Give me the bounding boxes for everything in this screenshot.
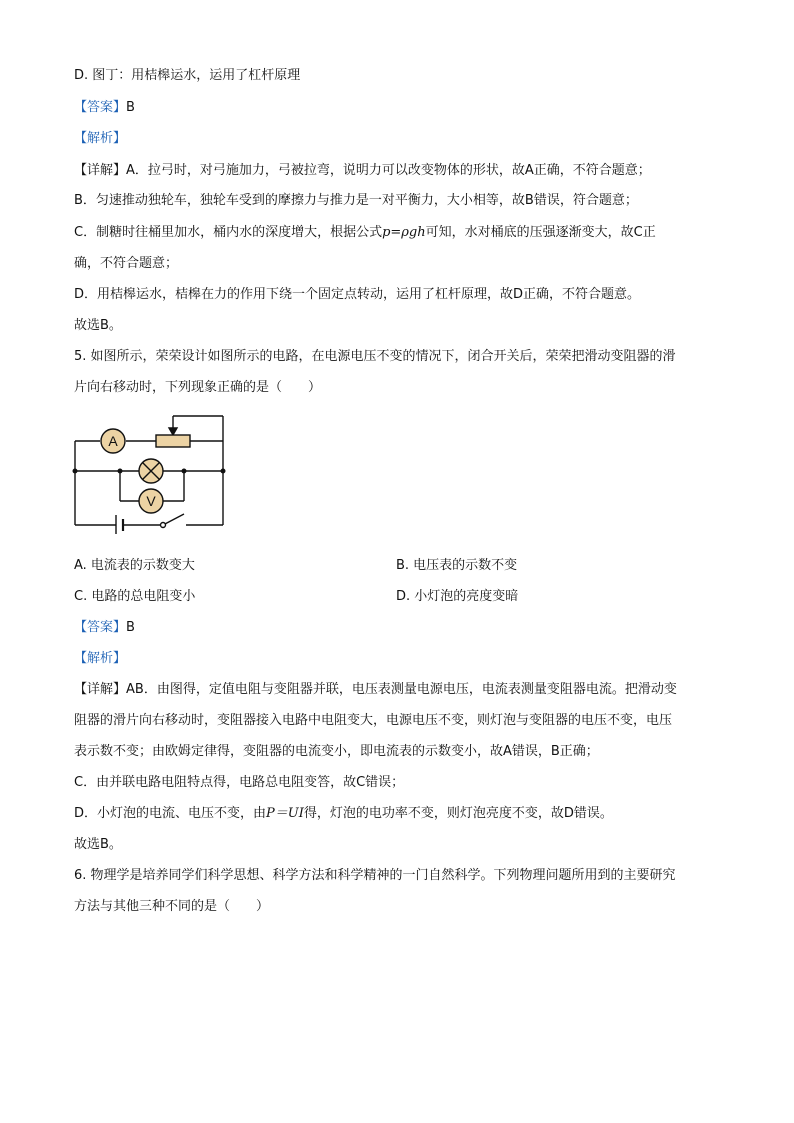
q5-conclusion: 故选B。 — [74, 837, 122, 852]
detail-c-post: 可知，水对桶底的压强逐渐变大，故C正 — [425, 225, 656, 240]
q5-detail-c: C．由并联电路电阻特点得，电路总电阻变答，故C错误； — [74, 775, 405, 790]
detail-a-text: A．拉弓时，对弓施加力，弓被拉弯，说明力可以改变物体的形状，故A正确，不符合题意； — [126, 163, 651, 178]
answer-tag: 【答案】 — [74, 620, 127, 635]
rheostat — [156, 435, 190, 447]
ammeter-label: A — [108, 433, 118, 449]
q5-option-a: A. 电流表的示数变大 — [74, 558, 195, 573]
detail-c-pre: C．制糖时往桶里加水，桶内水的深度增大，根据公式 — [74, 225, 383, 240]
q4-option-d: D. 图丁：用桔槔运水，运用了杠杆原理 — [74, 68, 301, 83]
junction-dot — [118, 469, 123, 474]
detail-d-pre: D．小灯泡的电流、电压不变，由 — [74, 806, 267, 821]
q5-stem-line1: 5. 如图所示，荣荣设计如图所示的电路，在电源电压不变的情况下，闭合开关后，荣荣把滑动变阻器的滑 — [74, 349, 676, 364]
detail-ab-text: AB．由图得，定值电阻与变阻器并联，电压表测量电源电压，电流表测量变阻器电流。把滑动变 — [126, 682, 677, 697]
power-formula: P＝UI — [266, 806, 304, 821]
q5-option-b: B. 电压表的示数不变 — [396, 558, 518, 573]
junction-dot — [221, 469, 226, 474]
q6-stem-line2: 方法与其他三种不同的是（ ） — [74, 899, 270, 914]
answer-tag: 【答案】 — [74, 100, 127, 115]
q4-detail-b: B．匀速推动独轮车，独轮车受到的摩擦力与推力是一对平衡力，大小相等，故B错误，符合题意； — [74, 193, 638, 208]
q4-analysis-tag: 【解析】 — [74, 131, 127, 146]
q5-detail-ab-line3: 表示数不变；由欧姆定律得，变阻器的电流变小，即电流表的示数变小，故A错误，B正确； — [74, 744, 599, 759]
circuit-diagram — [68, 408, 238, 534]
switch-contact — [161, 523, 166, 528]
q5-detail-ab-line1 — [74, 681, 677, 699]
junction-dot — [73, 469, 78, 474]
answer-value: B — [126, 100, 135, 115]
q5-stem-line2: 片向右移动时，下列现象正确的是（ ） — [74, 380, 322, 395]
q4-answer — [74, 99, 135, 117]
q4-detail-c-line1 — [74, 224, 656, 242]
answer-value: B — [126, 620, 135, 635]
q4-detail-a — [74, 162, 651, 180]
detail-tag: 【详解】 — [74, 163, 127, 178]
q5-analysis-tag: 【解析】 — [74, 651, 127, 666]
q4-detail-c-line2: 确，不符合题意； — [74, 256, 179, 271]
q5-option-c: C. 电路的总电阻变小 — [74, 589, 196, 604]
q5-option-d: D. 小灯泡的亮度变暗 — [396, 589, 519, 604]
q4-conclusion: 故选B。 — [74, 318, 122, 333]
q5-detail-d — [74, 805, 613, 823]
voltmeter-label: V — [146, 493, 156, 509]
q4-detail-d: D．用桔槔运水，桔槔在力的作用下绕一个固定点转动，运用了杠杆原理，故D正确，不符合题意。 — [74, 287, 641, 302]
pressure-formula: p=ρgh — [382, 225, 426, 240]
q5-detail-ab-line2: 阻器的滑片向右移动时，变阻器接入电路中电阻变大，电源电压不变，则灯泡与变阻器的电压不变，电压 — [74, 713, 673, 728]
slider-arrow — [169, 428, 177, 435]
q5-answer — [74, 619, 135, 637]
detail-tag: 【详解】 — [74, 682, 127, 697]
q6-stem-line1: 6. 物理学是培养同学们科学思想、科学方法和科学精神的一门自然科学。下列物理问题所用到的主要研究 — [74, 868, 676, 883]
junction-dot — [182, 469, 187, 474]
switch-blade — [163, 514, 184, 525]
detail-d-post: 得，灯泡的电功率不变，则灯泡亮度不变，故D错误。 — [303, 806, 613, 821]
